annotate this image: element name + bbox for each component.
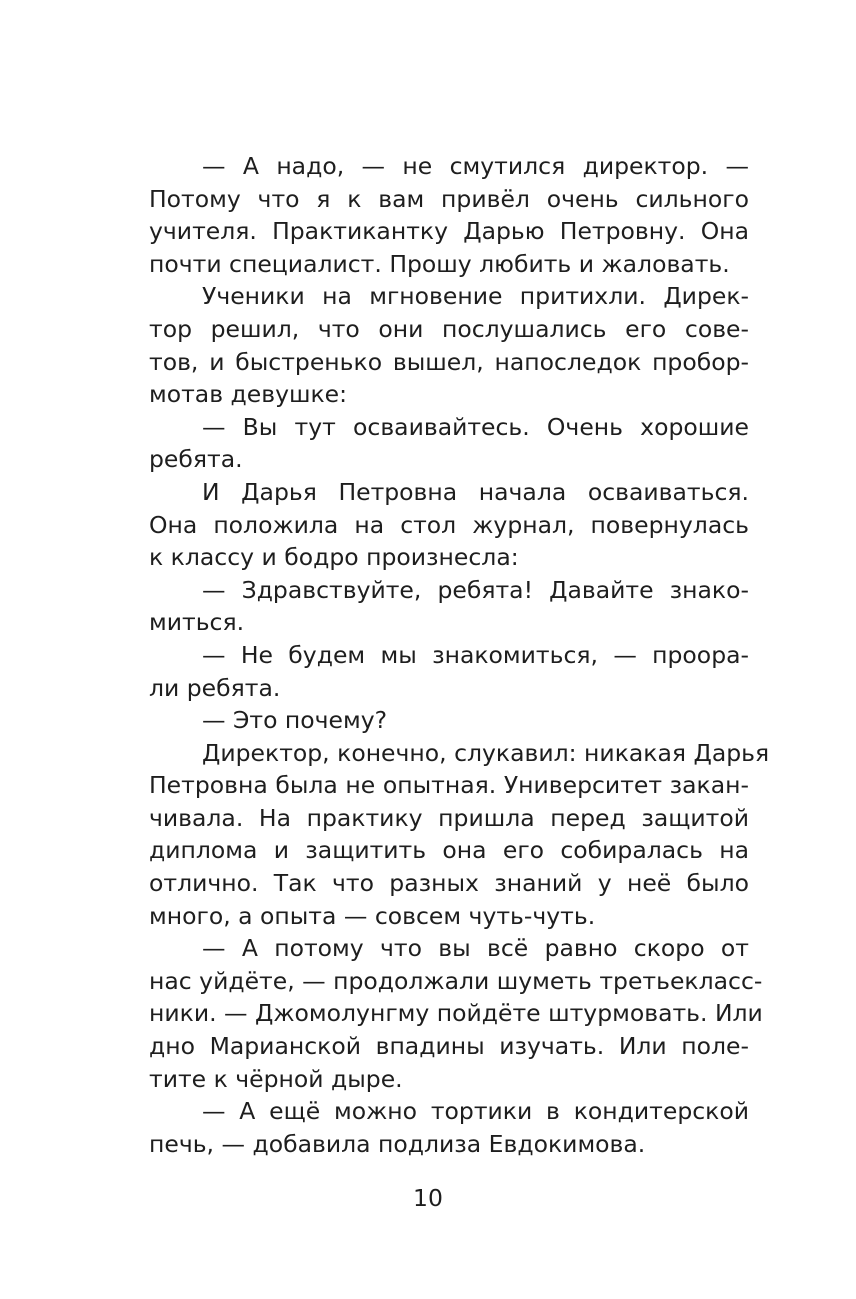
text-line: чивала. На практику пришла перед защитой — [149, 803, 749, 832]
text-line: тите к чёрной дыре. — [149, 1064, 403, 1093]
text-line: И Дарья Петровна начала осваиваться. — [202, 477, 749, 506]
page-text — [149, 150, 770, 1160]
paragraph — [149, 639, 749, 704]
text-line: ники. — Джомолунгму пойдёте штурмовать. Или — [149, 999, 763, 1028]
paragraph — [149, 1095, 749, 1160]
paragraph — [149, 574, 749, 639]
text-line: — А потому что вы всё равно скоро от — [202, 934, 749, 963]
text-line: — Это почему? — [202, 706, 388, 735]
text-line: печь, — добавила подлиза Евдокимова. — [149, 1129, 646, 1158]
paragraph — [149, 150, 749, 280]
text-line: Петровна была не опытная. Университет закан- — [149, 771, 749, 800]
text-line: ребята. — [149, 445, 243, 474]
text-line: миться. — [149, 608, 245, 637]
text-line: тов, и быстренько вышел, напоследок пробор- — [149, 347, 749, 376]
text-line: мотав девушке: — [149, 380, 348, 409]
text-line: Потому что я к вам привёл очень сильного — [149, 184, 749, 213]
text-line: к классу и бодро произнесла: — [149, 543, 519, 572]
text-line: отлично. Так что разных знаний у неё было — [149, 869, 749, 898]
paragraph — [149, 704, 749, 737]
text-line: почти специалист. Прошу любить и жаловать. — [149, 249, 730, 278]
text-line: диплома и защитить она его собиралась на — [149, 836, 749, 865]
paragraph — [149, 411, 749, 476]
text-line: Ученики на мгновение притихли. Дирек- — [202, 282, 749, 311]
text-line: — Не будем мы знакомиться, — проора- — [202, 640, 749, 669]
paragraph — [149, 737, 770, 933]
text-line: Она положила на стол журнал, повернулась — [149, 510, 749, 539]
text-line: — А ещё можно тортики в кондитерской — [202, 1097, 749, 1126]
page-number: 10 — [413, 1184, 443, 1212]
text-line: Директор, конечно, слукавил: никакая Дарья — [202, 738, 770, 767]
paragraph — [149, 476, 749, 574]
text-line: — А надо, — не смутился директор. — — [202, 152, 749, 180]
paragraph — [149, 932, 763, 1095]
text-line: тор решил, что они послушались его сове- — [149, 314, 749, 343]
paragraph — [149, 280, 749, 410]
text-line: учителя. Практикантку Дарью Петровну. Она — [149, 217, 749, 246]
text-line: нас уйдёте, — продолжали шуметь третьекласс- — [149, 966, 763, 995]
text-line: дно Марианской впадины изучать. Или поле- — [149, 1032, 749, 1061]
text-line: — Здравствуйте, ребята! Давайте знако- — [202, 575, 749, 604]
text-line: ли ребята. — [149, 673, 281, 702]
text-line: — Вы тут осваивайтесь. Очень хорошие — [202, 412, 749, 441]
text-line: много, а опыта — совсем чуть-чуть. — [149, 901, 596, 930]
